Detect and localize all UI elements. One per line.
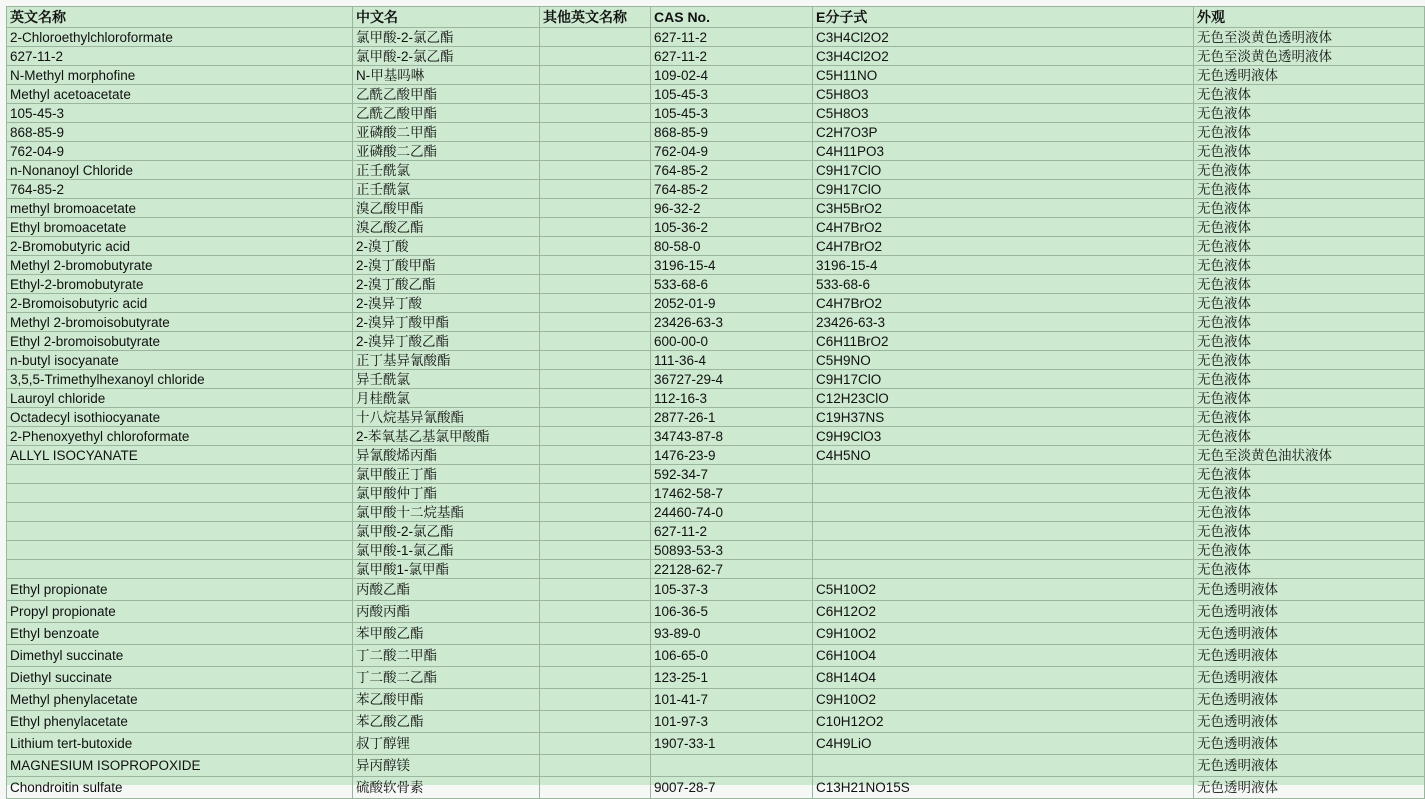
cell-cas-no[interactable]: 762-04-9	[651, 142, 813, 161]
cell-formula[interactable]: C19H37NS	[813, 408, 1194, 427]
cell-formula[interactable]: C3H4Cl2O2	[813, 47, 1194, 66]
cell-other-english-name[interactable]	[540, 711, 651, 733]
chemical-table	[6, 6, 1425, 799]
table-row	[7, 123, 1425, 142]
cell-cas-no[interactable]: 627-11-2	[651, 28, 813, 47]
table-row	[7, 645, 1425, 667]
cell-english-name[interactable]: 868-85-9	[7, 123, 353, 142]
cell-chinese-name[interactable]: 异丙醇镁	[353, 755, 540, 777]
cell-cas-no[interactable]: 3196-15-4	[651, 256, 813, 275]
cell-chinese-name[interactable]: N-甲基吗啉	[353, 66, 540, 85]
cell-chinese-name[interactable]: 2-溴丁酸	[353, 237, 540, 256]
table-row	[7, 294, 1425, 313]
cell-formula[interactable]: C5H8O3	[813, 85, 1194, 104]
cell-cas-no[interactable]: 105-45-3	[651, 104, 813, 123]
cell-appearance[interactable]: 无色液体	[1194, 180, 1425, 199]
cell-formula[interactable]: C9H17ClO	[813, 161, 1194, 180]
cell-appearance[interactable]: 无色透明液体	[1194, 623, 1425, 645]
cell-other-english-name[interactable]	[540, 66, 651, 85]
spreadsheet	[6, 6, 1424, 795]
cell-appearance[interactable]: 无色透明液体	[1194, 755, 1425, 777]
table-row	[7, 161, 1425, 180]
cell-cas-no[interactable]: 123-25-1	[651, 667, 813, 689]
cell-chinese-name[interactable]: 2-溴异丁酸	[353, 294, 540, 313]
header-english-name[interactable]: 英文名称	[7, 7, 353, 28]
table-row	[7, 180, 1425, 199]
cell-appearance[interactable]: 无色液体	[1194, 123, 1425, 142]
cell-english-name[interactable]: Ethyl bromoacetate	[7, 218, 353, 237]
cell-appearance[interactable]: 无色液体	[1194, 332, 1425, 351]
cell-formula[interactable]: 23426-63-3	[813, 313, 1194, 332]
cell-formula[interactable]: C4H9LiO	[813, 733, 1194, 755]
cell-chinese-name[interactable]: 正壬酰氯	[353, 180, 540, 199]
cell-appearance[interactable]: 无色透明液体	[1194, 66, 1425, 85]
cell-english-name[interactable]: Lauroyl chloride	[7, 389, 353, 408]
cell-cas-no[interactable]: 592-34-7	[651, 465, 813, 484]
cell-cas-no[interactable]: 106-65-0	[651, 645, 813, 667]
cell-english-name[interactable]: Lithium tert-butoxide	[7, 733, 353, 755]
cell-other-english-name[interactable]	[540, 645, 651, 667]
cell-english-name[interactable]: 2-Phenoxyethyl chloroformate	[7, 427, 353, 446]
table-row	[7, 427, 1425, 446]
cell-chinese-name[interactable]: 2-苯氧基乙基氯甲酸酯	[353, 427, 540, 446]
cell-cas-no[interactable]: 22128-62-7	[651, 560, 813, 579]
cell-formula[interactable]: C8H14O4	[813, 667, 1194, 689]
cell-appearance[interactable]: 无色至淡黄色油状液体	[1194, 446, 1425, 465]
cell-formula[interactable]: C12H23ClO	[813, 389, 1194, 408]
table-row	[7, 370, 1425, 389]
cell-appearance[interactable]: 无色液体	[1194, 465, 1425, 484]
cell-other-english-name[interactable]	[540, 579, 651, 601]
cell-cas-no[interactable]: 111-36-4	[651, 351, 813, 370]
cell-appearance[interactable]: 无色液体	[1194, 199, 1425, 218]
cell-english-name[interactable]	[7, 522, 353, 541]
table-row	[7, 541, 1425, 560]
table-row	[7, 484, 1425, 503]
table-row	[7, 275, 1425, 294]
cell-chinese-name[interactable]: 溴乙酸甲酯	[353, 199, 540, 218]
cell-chinese-name[interactable]: 2-溴异丁酸乙酯	[353, 332, 540, 351]
cell-cas-no[interactable]: 105-36-2	[651, 218, 813, 237]
cell-cas-no[interactable]: 109-02-4	[651, 66, 813, 85]
cell-cas-no[interactable]: 627-11-2	[651, 522, 813, 541]
cell-other-english-name[interactable]	[540, 427, 651, 446]
cell-formula[interactable]: C6H10O4	[813, 645, 1194, 667]
cell-cas-no[interactable]: 1907-33-1	[651, 733, 813, 755]
cell-other-english-name[interactable]	[540, 484, 651, 503]
cell-english-name[interactable]: Diethyl succinate	[7, 667, 353, 689]
cell-cas-no[interactable]: 868-85-9	[651, 123, 813, 142]
header-chinese-name[interactable]: 中文名	[353, 7, 540, 28]
cell-chinese-name[interactable]: 十八烷基异氰酸酯	[353, 408, 540, 427]
cell-appearance[interactable]: 无色透明液体	[1194, 711, 1425, 733]
cell-other-english-name[interactable]	[540, 237, 651, 256]
cell-chinese-name[interactable]: 异壬酰氯	[353, 370, 540, 389]
cell-cas-no[interactable]: 105-45-3	[651, 85, 813, 104]
cell-other-english-name[interactable]	[540, 142, 651, 161]
table-row	[7, 351, 1425, 370]
cell-other-english-name[interactable]	[540, 294, 651, 313]
cell-other-english-name[interactable]	[540, 601, 651, 623]
cell-cas-no[interactable]: 93-89-0	[651, 623, 813, 645]
cell-cas-no[interactable]: 112-16-3	[651, 389, 813, 408]
cell-formula[interactable]: C6H11BrO2	[813, 332, 1194, 351]
cell-english-name[interactable]: Ethyl-2-bromobutyrate	[7, 275, 353, 294]
cell-chinese-name[interactable]: 2-溴丁酸甲酯	[353, 256, 540, 275]
cell-chinese-name[interactable]: 氯甲酸仲丁酯	[353, 484, 540, 503]
cell-appearance[interactable]: 无色液体	[1194, 256, 1425, 275]
cell-cas-no[interactable]: 23426-63-3	[651, 313, 813, 332]
cell-other-english-name[interactable]	[540, 689, 651, 711]
cell-cas-no[interactable]: 764-85-2	[651, 180, 813, 199]
table-row	[7, 47, 1425, 66]
table-row	[7, 85, 1425, 104]
cell-formula[interactable]: C3H4Cl2O2	[813, 28, 1194, 47]
cell-cas-no[interactable]: 24460-74-0	[651, 503, 813, 522]
cell-english-name[interactable]: Chondroitin sulfate	[7, 777, 353, 799]
cell-chinese-name[interactable]: 氯甲酸-2-氯乙酯	[353, 47, 540, 66]
cell-formula[interactable]: 533-68-6	[813, 275, 1194, 294]
cell-formula[interactable]: C6H12O2	[813, 601, 1194, 623]
cell-formula[interactable]: C9H10O2	[813, 623, 1194, 645]
cell-appearance[interactable]: 无色液体	[1194, 408, 1425, 427]
cell-other-english-name[interactable]	[540, 370, 651, 389]
header-other-english-name[interactable]: 其他英文名称	[540, 7, 651, 28]
cell-english-name[interactable]: Methyl phenylacetate	[7, 689, 353, 711]
cell-cas-no[interactable]: 2877-26-1	[651, 408, 813, 427]
cell-other-english-name[interactable]	[540, 47, 651, 66]
cell-appearance[interactable]: 无色透明液体	[1194, 601, 1425, 623]
cell-appearance[interactable]: 无色液体	[1194, 218, 1425, 237]
cell-formula[interactable]: C13H21NO15S	[813, 777, 1194, 799]
cell-cas-no[interactable]: 34743-87-8	[651, 427, 813, 446]
cell-english-name[interactable]: Methyl acetoacetate	[7, 85, 353, 104]
cell-formula[interactable]	[813, 522, 1194, 541]
cell-chinese-name[interactable]: 硫酸软骨素	[353, 777, 540, 799]
cell-english-name[interactable]: 627-11-2	[7, 47, 353, 66]
cell-english-name[interactable]: Methyl 2-bromobutyrate	[7, 256, 353, 275]
table-row	[7, 218, 1425, 237]
cell-appearance[interactable]: 无色液体	[1194, 484, 1425, 503]
cell-english-name[interactable]: 762-04-9	[7, 142, 353, 161]
cell-chinese-name[interactable]: 氯甲酸1-氯甲酯	[353, 560, 540, 579]
cell-appearance[interactable]: 无色透明液体	[1194, 733, 1425, 755]
cell-formula[interactable]	[813, 755, 1194, 777]
cell-chinese-name[interactable]: 丁二酸二乙酯	[353, 667, 540, 689]
cell-formula[interactable]: C4H5NO	[813, 446, 1194, 465]
cell-appearance[interactable]: 无色液体	[1194, 142, 1425, 161]
cell-appearance[interactable]: 无色液体	[1194, 541, 1425, 560]
cell-english-name[interactable]	[7, 560, 353, 579]
cell-chinese-name[interactable]: 叔丁醇锂	[353, 733, 540, 755]
cell-appearance[interactable]: 无色液体	[1194, 313, 1425, 332]
cell-appearance[interactable]: 无色液体	[1194, 351, 1425, 370]
cell-other-english-name[interactable]	[540, 180, 651, 199]
table-row	[7, 711, 1425, 733]
cell-other-english-name[interactable]	[540, 446, 651, 465]
cell-other-english-name[interactable]	[540, 465, 651, 484]
cell-other-english-name[interactable]	[540, 313, 651, 332]
table-row	[7, 237, 1425, 256]
cell-other-english-name[interactable]	[540, 777, 651, 799]
table-row	[7, 104, 1425, 123]
cell-chinese-name[interactable]: 氯甲酸正丁酯	[353, 465, 540, 484]
cell-chinese-name[interactable]: 2-溴丁酸乙酯	[353, 275, 540, 294]
cell-chinese-name[interactable]: 异氰酸烯丙酯	[353, 446, 540, 465]
cell-english-name[interactable]: n-butyl isocyanate	[7, 351, 353, 370]
header-row	[7, 7, 1425, 28]
cell-chinese-name[interactable]: 氯甲酸十二烷基酯	[353, 503, 540, 522]
cell-cas-no[interactable]: 1476-23-9	[651, 446, 813, 465]
cell-formula[interactable]	[813, 484, 1194, 503]
cell-chinese-name[interactable]: 氯甲酸-2-氯乙酯	[353, 28, 540, 47]
cell-cas-no[interactable]: 106-36-5	[651, 601, 813, 623]
header-appearance[interactable]: 外观	[1194, 7, 1425, 28]
cell-english-name[interactable]	[7, 484, 353, 503]
cell-other-english-name[interactable]	[540, 351, 651, 370]
cell-chinese-name[interactable]: 氯甲酸-2-氯乙酯	[353, 522, 540, 541]
cell-english-name[interactable]: ALLYL ISOCYANATE	[7, 446, 353, 465]
cell-chinese-name[interactable]: 氯甲酸-1-氯乙酯	[353, 541, 540, 560]
table-row	[7, 777, 1425, 799]
cell-formula[interactable]: C4H7BrO2	[813, 237, 1194, 256]
cell-chinese-name[interactable]: 丙酸丙酯	[353, 601, 540, 623]
cell-formula[interactable]: C5H10O2	[813, 579, 1194, 601]
cell-english-name[interactable]: Ethyl benzoate	[7, 623, 353, 645]
cell-english-name[interactable]: n-Nonanoyl Chloride	[7, 161, 353, 180]
cell-other-english-name[interactable]	[540, 199, 651, 218]
cell-appearance[interactable]: 无色至淡黄色透明液体	[1194, 47, 1425, 66]
cell-appearance[interactable]: 无色透明液体	[1194, 667, 1425, 689]
table-row	[7, 601, 1425, 623]
table-row	[7, 408, 1425, 427]
cell-english-name[interactable]: Propyl propionate	[7, 601, 353, 623]
cell-other-english-name[interactable]	[540, 218, 651, 237]
cell-chinese-name[interactable]: 正壬酰氯	[353, 161, 540, 180]
cell-appearance[interactable]: 无色液体	[1194, 275, 1425, 294]
cell-cas-no[interactable]: 96-32-2	[651, 199, 813, 218]
cell-cas-no[interactable]: 9007-28-7	[651, 777, 813, 799]
cell-other-english-name[interactable]	[540, 667, 651, 689]
cell-cas-no[interactable]: 2052-01-9	[651, 294, 813, 313]
cell-appearance[interactable]: 无色液体	[1194, 503, 1425, 522]
table-row	[7, 313, 1425, 332]
cell-other-english-name[interactable]	[540, 755, 651, 777]
cell-english-name[interactable]: Dimethyl succinate	[7, 645, 353, 667]
cell-appearance[interactable]: 无色透明液体	[1194, 777, 1425, 799]
cell-english-name[interactable]: 2-Bromoisobutyric acid	[7, 294, 353, 313]
cell-formula[interactable]	[813, 465, 1194, 484]
cell-english-name[interactable]: Methyl 2-bromoisobutyrate	[7, 313, 353, 332]
cell-formula[interactable]: C5H11NO	[813, 66, 1194, 85]
table-row	[7, 579, 1425, 601]
cell-formula[interactable]: C10H12O2	[813, 711, 1194, 733]
cell-appearance[interactable]: 无色液体	[1194, 161, 1425, 180]
table-row	[7, 256, 1425, 275]
cell-english-name[interactable]: 2-Chloroethylchloroformate	[7, 28, 353, 47]
cell-other-english-name[interactable]	[540, 123, 651, 142]
cell-other-english-name[interactable]	[540, 560, 651, 579]
cell-cas-no[interactable]: 600-00-0	[651, 332, 813, 351]
cell-other-english-name[interactable]	[540, 733, 651, 755]
table-body	[7, 28, 1425, 799]
cell-cas-no[interactable]: 101-97-3	[651, 711, 813, 733]
cell-appearance[interactable]: 无色液体	[1194, 237, 1425, 256]
cell-english-name[interactable]: 3,5,5-Trimethylhexanoyl chloride	[7, 370, 353, 389]
cell-chinese-name[interactable]: 月桂酰氯	[353, 389, 540, 408]
cell-appearance[interactable]: 无色液体	[1194, 370, 1425, 389]
cell-chinese-name[interactable]: 亚磷酸二乙酯	[353, 142, 540, 161]
cell-chinese-name[interactable]: 乙酰乙酸甲酯	[353, 85, 540, 104]
table-row	[7, 689, 1425, 711]
cell-formula[interactable]: C9H10O2	[813, 689, 1194, 711]
cell-cas-no[interactable]: 101-41-7	[651, 689, 813, 711]
table-row	[7, 199, 1425, 218]
cell-appearance[interactable]: 无色透明液体	[1194, 645, 1425, 667]
cell-english-name[interactable]	[7, 541, 353, 560]
cell-english-name[interactable]: Ethyl propionate	[7, 579, 353, 601]
cell-english-name[interactable]: Ethyl 2-bromoisobutyrate	[7, 332, 353, 351]
cell-other-english-name[interactable]	[540, 408, 651, 427]
cell-chinese-name[interactable]: 苯乙酸乙酯	[353, 711, 540, 733]
cell-cas-no[interactable]: 17462-58-7	[651, 484, 813, 503]
cell-english-name[interactable]: 764-85-2	[7, 180, 353, 199]
table-row	[7, 667, 1425, 689]
cell-appearance[interactable]: 无色至淡黄色透明液体	[1194, 28, 1425, 47]
cell-other-english-name[interactable]	[540, 332, 651, 351]
cell-appearance[interactable]: 无色液体	[1194, 522, 1425, 541]
cell-formula[interactable]: C3H5BrO2	[813, 199, 1194, 218]
cell-formula[interactable]: C4H7BrO2	[813, 294, 1194, 313]
cell-cas-no[interactable]: 627-11-2	[651, 47, 813, 66]
cell-formula[interactable]: C9H17ClO	[813, 370, 1194, 389]
cell-formula[interactable]: C4H7BrO2	[813, 218, 1194, 237]
cell-appearance[interactable]: 无色透明液体	[1194, 579, 1425, 601]
cell-chinese-name[interactable]: 丁二酸二甲酯	[353, 645, 540, 667]
table-row	[7, 446, 1425, 465]
cell-english-name[interactable]: methyl bromoacetate	[7, 199, 353, 218]
table-row	[7, 560, 1425, 579]
cell-formula[interactable]: C2H7O3P	[813, 123, 1194, 142]
cell-chinese-name[interactable]: 丙酸乙酯	[353, 579, 540, 601]
cell-appearance[interactable]: 无色液体	[1194, 104, 1425, 123]
cell-chinese-name[interactable]: 苯乙酸甲酯	[353, 689, 540, 711]
cell-appearance[interactable]: 无色液体	[1194, 294, 1425, 313]
cell-other-english-name[interactable]	[540, 275, 651, 294]
cell-english-name[interactable]: Ethyl phenylacetate	[7, 711, 353, 733]
cell-appearance[interactable]: 无色液体	[1194, 389, 1425, 408]
cell-english-name[interactable]: N-Methyl morphofine	[7, 66, 353, 85]
table-row	[7, 522, 1425, 541]
cell-other-english-name[interactable]	[540, 541, 651, 560]
cell-formula[interactable]: C9H9ClO3	[813, 427, 1194, 446]
cell-cas-no[interactable]: 36727-29-4	[651, 370, 813, 389]
cell-chinese-name[interactable]: 乙酰乙酸甲酯	[353, 104, 540, 123]
cell-english-name[interactable]	[7, 465, 353, 484]
cell-chinese-name[interactable]: 正丁基异氰酸酯	[353, 351, 540, 370]
cell-appearance[interactable]: 无色液体	[1194, 560, 1425, 579]
table-row	[7, 142, 1425, 161]
cell-appearance[interactable]: 无色透明液体	[1194, 689, 1425, 711]
cell-chinese-name[interactable]: 亚磷酸二甲酯	[353, 123, 540, 142]
cell-other-english-name[interactable]	[540, 623, 651, 645]
cell-other-english-name[interactable]	[540, 389, 651, 408]
header-formula[interactable]: E分子式	[813, 7, 1194, 28]
cell-appearance[interactable]: 无色液体	[1194, 427, 1425, 446]
cell-other-english-name[interactable]	[540, 85, 651, 104]
table-row	[7, 755, 1425, 777]
cell-formula[interactable]: C5H8O3	[813, 104, 1194, 123]
cell-chinese-name[interactable]: 2-溴异丁酸甲酯	[353, 313, 540, 332]
table-row	[7, 389, 1425, 408]
cell-other-english-name[interactable]	[540, 28, 651, 47]
table-row	[7, 66, 1425, 85]
cell-formula[interactable]	[813, 560, 1194, 579]
table-row	[7, 465, 1425, 484]
cell-other-english-name[interactable]	[540, 161, 651, 180]
table-row	[7, 623, 1425, 645]
table-row	[7, 332, 1425, 351]
cell-chinese-name[interactable]: 溴乙酸乙酯	[353, 218, 540, 237]
cell-cas-no[interactable]: 50893-53-3	[651, 541, 813, 560]
cell-cas-no[interactable]	[651, 755, 813, 777]
cell-english-name[interactable]: MAGNESIUM ISOPROPOXIDE	[7, 755, 353, 777]
cell-english-name[interactable]: 105-45-3	[7, 104, 353, 123]
table-row	[7, 733, 1425, 755]
cell-formula[interactable]: 3196-15-4	[813, 256, 1194, 275]
header-cas-no[interactable]: CAS No.	[651, 7, 813, 28]
cell-other-english-name[interactable]	[540, 256, 651, 275]
cell-english-name[interactable]	[7, 503, 353, 522]
cell-cas-no[interactable]: 105-37-3	[651, 579, 813, 601]
cell-formula[interactable]: C9H17ClO	[813, 180, 1194, 199]
table-row	[7, 503, 1425, 522]
cell-formula[interactable]	[813, 541, 1194, 560]
cell-formula[interactable]	[813, 503, 1194, 522]
cell-english-name[interactable]: Octadecyl isothiocyanate	[7, 408, 353, 427]
cell-other-english-name[interactable]	[540, 503, 651, 522]
table-row	[7, 28, 1425, 47]
cell-cas-no[interactable]: 533-68-6	[651, 275, 813, 294]
cell-chinese-name[interactable]: 苯甲酸乙酯	[353, 623, 540, 645]
cell-other-english-name[interactable]	[540, 522, 651, 541]
cell-cas-no[interactable]: 764-85-2	[651, 161, 813, 180]
cell-english-name[interactable]: 2-Bromobutyric acid	[7, 237, 353, 256]
cell-appearance[interactable]: 无色液体	[1194, 85, 1425, 104]
cell-formula[interactable]: C4H11PO3	[813, 142, 1194, 161]
cell-cas-no[interactable]: 80-58-0	[651, 237, 813, 256]
cell-formula[interactable]: C5H9NO	[813, 351, 1194, 370]
cell-other-english-name[interactable]	[540, 104, 651, 123]
